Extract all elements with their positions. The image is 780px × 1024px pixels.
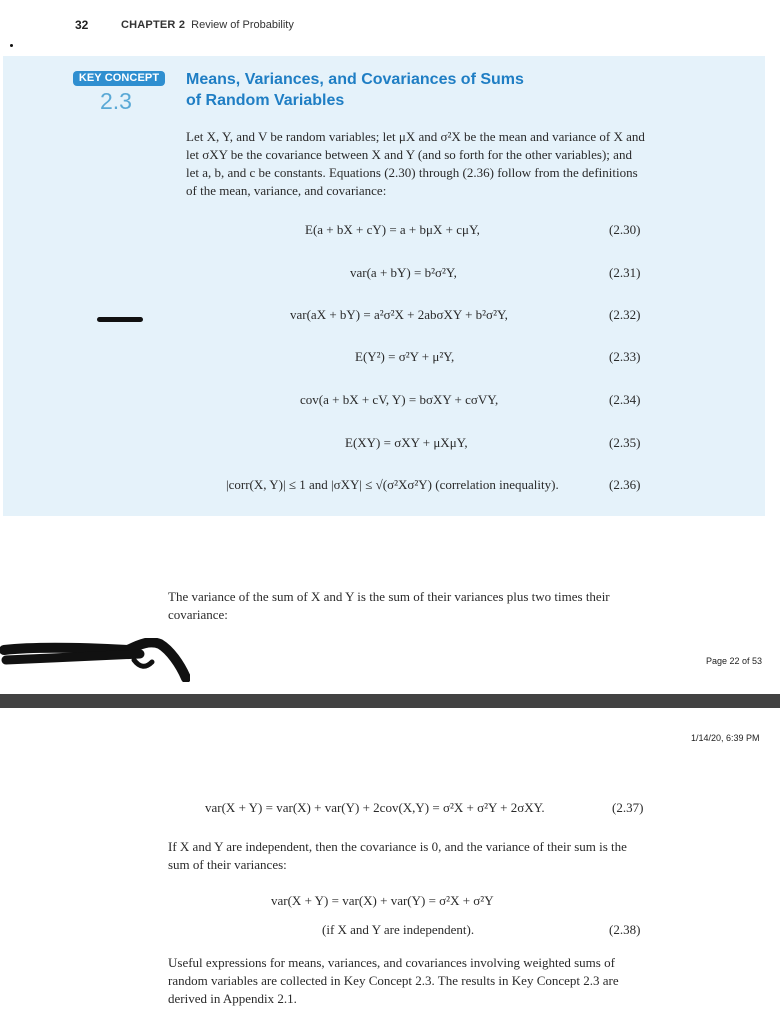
chapter-title: Review of Probability: [191, 19, 294, 31]
equation-2-36: |corr(X, Y)| ≤ 1 and |σXY| ≤ √(σ²Xσ²Y) (correlation inequality).: [226, 477, 559, 492]
equation-number-2-37: (2.37): [612, 800, 644, 815]
key-concept-intro: Let X, Y, and V be random variables; let μX and σ²X be the mean and variance of X and let σXY be the covariance between X and Y (and so forth for the other variables); and let a, b, and c be constants. Equations (2.30) through (2.36) follow from the definitions of the mean, variance, and covariance:: [186, 129, 645, 198]
paragraph-useful-expressions: Useful expressions for means, variances, and covariances involving weighted sums of random variables are collected in Key Concept 2.3. The results in Key Concept 2.3 are derived in Appendix 2.1.: [168, 955, 619, 1006]
key-concept-title-line1: Means, Variances, and Covariances of Sums: [186, 71, 524, 88]
equation-number-2-32: (2.32): [609, 307, 641, 322]
key-concept-title: [186, 69, 606, 111]
equation-number-2-33: (2.33): [609, 349, 641, 364]
print-timestamp: 1/14/20, 6:39 PM: [691, 733, 760, 743]
key-concept-number: 2.3: [100, 88, 132, 114]
page-break-bar: [0, 694, 780, 708]
equation-number-2-31: (2.31): [609, 265, 641, 280]
equation-2-34: cov(a + bX + cV, Y) = bσXY + cσVY,: [300, 392, 499, 407]
equation-number-2-35: (2.35): [609, 435, 641, 450]
page-indicator: Page 22 of 53: [706, 656, 763, 666]
equation-2-32: var(aX + bY) = a²σ²X + 2abσXY + b²σ²Y,: [290, 307, 508, 322]
equation-number-2-38: (2.38): [609, 922, 641, 937]
running-header: [121, 19, 294, 31]
equation-2-38-condition: (if X and Y are independent).: [322, 922, 475, 937]
equation-number-2-34: (2.34): [609, 392, 641, 407]
ink-dash-mark: [97, 317, 143, 322]
equation-number-2-30: (2.30): [609, 222, 641, 237]
equation-2-35: E(XY) = σXY + μXμY,: [345, 435, 468, 450]
paragraph-independent: If X and Y are independent, then the covariance is 0, and the variance of their sum is the sum of their variances:: [168, 839, 627, 872]
equation-2-33: E(Y²) = σ²Y + μ²Y,: [355, 349, 455, 364]
equation-2-37: var(X + Y) = var(X) + var(Y) + 2cov(X,Y) = σ²X + σ²Y + 2σXY.: [205, 800, 545, 815]
page-number: 32: [75, 18, 89, 32]
equation-number-2-36: (2.36): [609, 477, 641, 492]
chapter-label: CHAPTER 2: [121, 19, 186, 31]
key-concept-title-line2: of Random Variables: [186, 92, 345, 109]
equation-2-38: var(X + Y) = var(X) + var(Y) = σ²X + σ²Y: [271, 893, 494, 908]
equation-2-30: E(a + bX + cY) = a + bμX + cμY,: [305, 222, 480, 237]
key-concept-badge: KEY CONCEPT: [73, 71, 165, 86]
paragraph-sum-variance: The variance of the sum of X and Y is the sum of their variances plus two times their covariance:: [168, 589, 610, 622]
bullet-dot-mark: [10, 44, 13, 47]
ink-scribble-mark: [0, 638, 190, 682]
equation-2-31: var(a + bY) = b²σ²Y,: [350, 265, 457, 280]
